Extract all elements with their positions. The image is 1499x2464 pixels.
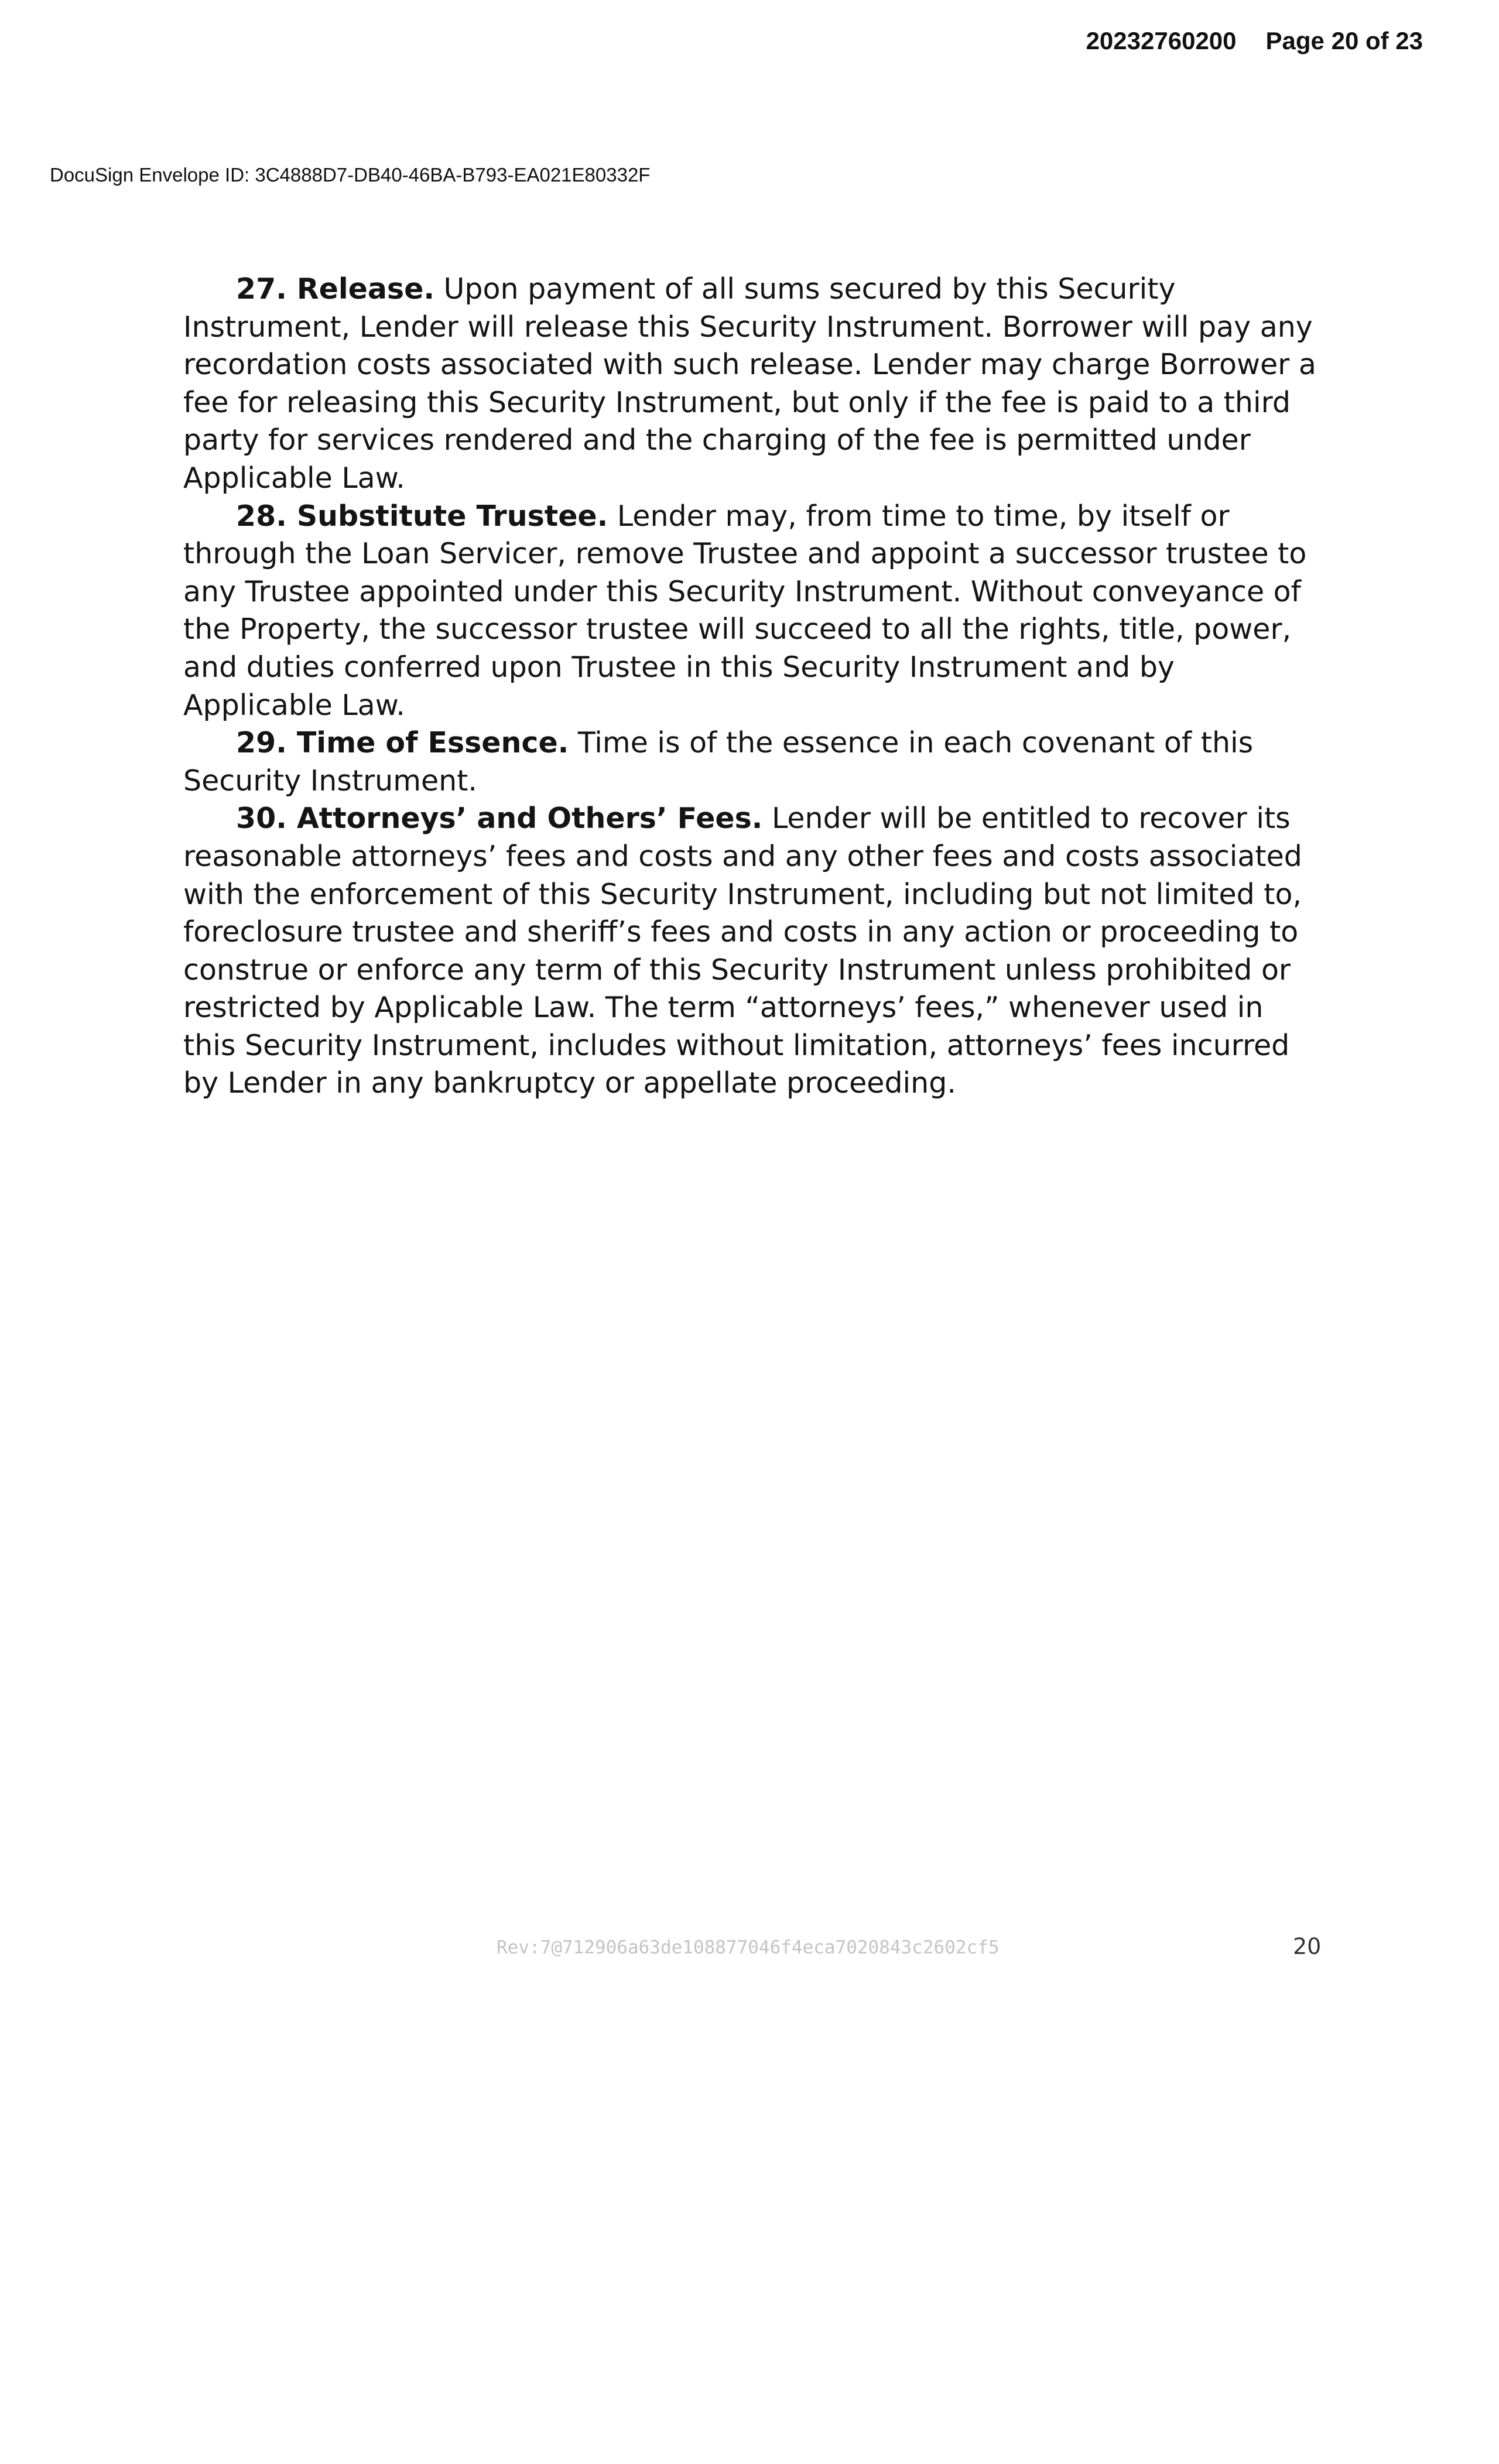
revision-id: Rev:7@712906a63de108877046f4eca7020843c2602cf5 — [497, 1937, 1000, 1958]
section-heading: 30. Attorneys’ and Others’ Fees. — [236, 802, 763, 836]
section-heading: 27. Release. — [236, 272, 434, 306]
page-counter: Page 20 of 23 — [1265, 27, 1423, 54]
section-text: Lender will be entitled to recover its reasonable attorneys’ fees and costs and any other fees and costs associated with the enforcement of this Security Instrument, including but not limited to, foreclosure trustee and sheriff’s fees and costs in any action or proceeding to construe or enforce any term of this Security Instrument unless prohibited or restricted by Applicable Law. The term “attorneys’ fees,” whenever used in this Security Instrument, includes without limitation, attorneys’ fees incurred by Lender in any bankruptcy or appellate proceeding. — [183, 802, 1302, 1100]
section-heading: 29. Time of Essence. — [236, 726, 569, 760]
section-text: Lender may, from time to time, by itself or through the Loan Servicer, remove Trustee and appoint a successor trustee to any Trustee appointed under this Security Instrument. Without conveyance of the Property, the successor trustee will succeed to all the rights, title, power, and duties conferred upon Trustee in this Security Instrument and by Applicable Law. — [183, 499, 1307, 722]
document-body — [183, 271, 1316, 1103]
document-number: 20232760200 — [1086, 27, 1237, 54]
section-release — [183, 271, 1316, 498]
section-substitute-trustee — [183, 498, 1316, 725]
section-time-of-essence — [183, 724, 1316, 800]
section-text: Upon payment of all sums secured by this Security Instrument, Lender will release this Security Instrument. Borrower will pay any recordation costs associated with such release. Lender may charge Borrower a fee for releasing this Security Instrument, but only if the fee is paid to a third party for services rendered and the charging of the fee is permitted under Applicable Law. — [183, 272, 1316, 495]
section-attorneys-fees — [183, 800, 1316, 1103]
section-text: Time is of the essence in each covenant of this Security Instrument. — [183, 726, 1254, 798]
envelope-id: DocuSign Envelope ID: 3C4888D7-DB40-46BA-B793-EA021E80332F — [50, 164, 651, 186]
section-heading: 28. Substitute Trustee. — [236, 499, 608, 533]
page-header — [1086, 27, 1423, 55]
page-number: 20 — [1293, 1933, 1322, 1959]
